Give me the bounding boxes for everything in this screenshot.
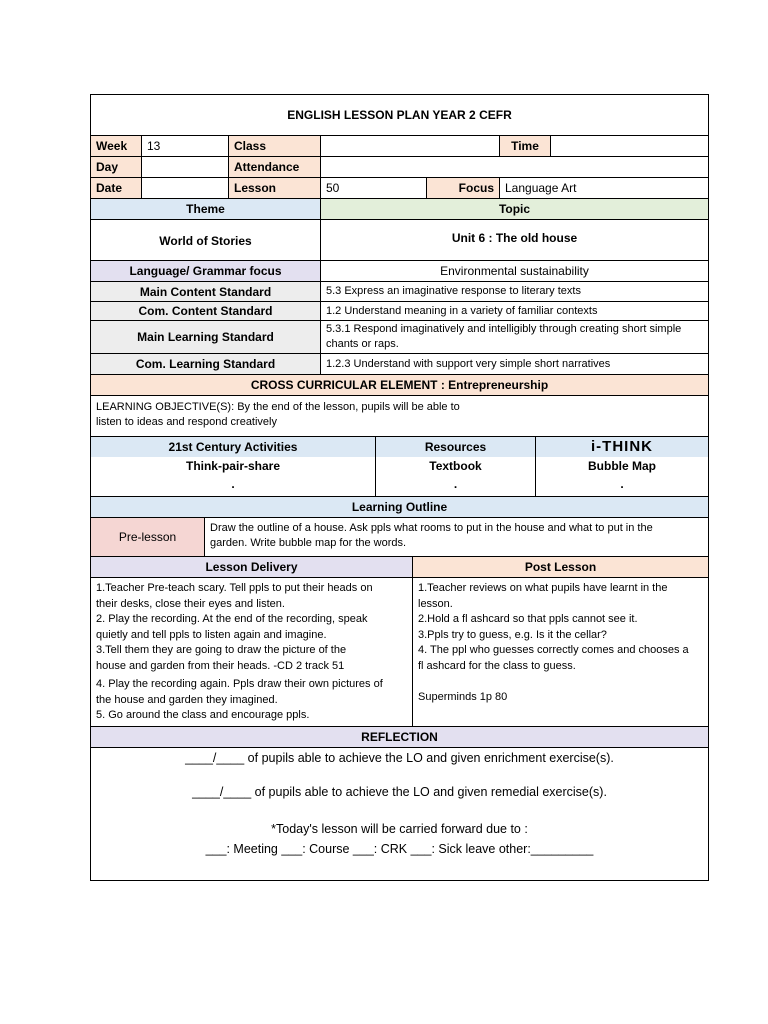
main-learning-standard-line: 5.3.1 Respond imaginatively and intelligibly through creating short simple xyxy=(326,323,682,335)
activities-value-row xyxy=(91,457,708,497)
resource-name: Textbook xyxy=(429,459,482,473)
grammar-row xyxy=(91,261,708,282)
date-label: Date xyxy=(91,178,142,199)
activities-header: 21st Century Activities xyxy=(91,437,376,457)
activity-dot: . xyxy=(231,477,235,491)
date-value xyxy=(142,178,229,199)
learning-outline-row xyxy=(91,497,708,518)
pre-lesson-line: Draw the outline of a house. Ask ppls what rooms to put in the house and what to put in the xyxy=(210,522,653,534)
main-learning-standard-line: chants or raps. xyxy=(326,338,399,350)
reflection-remedial-line: ____/____ of pupils able to achieve the LO and given remedial exercise(s). xyxy=(192,785,607,799)
main-learning-standard-value xyxy=(321,321,708,354)
ithink-logo-text: i-THINK xyxy=(591,438,653,455)
pre-lesson-text xyxy=(205,518,708,557)
pre-lesson-line: garden. Write bubble map for the words. xyxy=(210,537,407,549)
focus-value: Language Art xyxy=(500,178,708,199)
resources-value xyxy=(376,457,536,497)
reflection-header-row xyxy=(91,727,708,748)
week-value: 13 xyxy=(142,136,229,157)
lesson-delivery-steps xyxy=(91,578,413,727)
post-line: 1.Teacher reviews on what pupils have learnt in the xyxy=(418,582,668,594)
pre-lesson-row xyxy=(91,518,708,557)
com-content-standard-label: Com. Content Standard xyxy=(91,302,321,321)
cross-curricular-row xyxy=(91,375,708,396)
com-learning-standard-value: 1.2.3 Understand with support very simple short narratives xyxy=(321,354,708,375)
grammar-label: Language/ Grammar focus xyxy=(91,261,321,282)
post-line: 4. The ppl who guesses correctly comes and chooses a xyxy=(418,644,689,656)
delivery-line: 4. Play the recording again. Ppls draw their own pictures of xyxy=(96,678,383,690)
main-content-standard-label: Main Content Standard xyxy=(91,282,321,302)
delivery-line: their desks, close their eyes and listen. xyxy=(96,597,285,610)
page-title: ENGLISH LESSON PLAN YEAR 2 CEFR xyxy=(91,95,708,136)
day-label: Day xyxy=(91,157,142,178)
lesson-plan-sheet xyxy=(90,94,709,881)
day-value xyxy=(142,157,229,178)
topic-label: Topic xyxy=(321,199,708,220)
activities-value xyxy=(91,457,376,497)
date-row xyxy=(91,178,708,199)
carried-forward-line: *Today's lesson will be carried forward due to : xyxy=(271,822,528,836)
learning-objective-row xyxy=(91,396,708,437)
class-label: Class xyxy=(229,136,321,157)
theme-label: Theme xyxy=(91,199,321,220)
delivery-line: 1.Teacher Pre-teach scary. Tell ppls to put their heads on xyxy=(96,582,373,594)
delivery-line: 5. Go around the class and encourage ppls. xyxy=(96,709,310,721)
delivery-content-row xyxy=(91,578,708,727)
delivery-line: 2. Play the recording. At the end of the recording, speak xyxy=(96,613,368,625)
activities-header-row xyxy=(91,437,708,457)
lesson-label: Lesson xyxy=(229,178,321,199)
time-label: Time xyxy=(500,136,551,157)
ithink-map-name: Bubble Map xyxy=(588,459,656,473)
post-line: 2.Hold a fl ashcard so that ppls cannot see it. xyxy=(418,613,638,625)
time-value xyxy=(551,136,708,157)
ithink-dot: . xyxy=(620,477,624,491)
attendance-label: Attendance xyxy=(229,157,321,178)
week-label: Week xyxy=(91,136,142,157)
post-lesson-label: Post Lesson xyxy=(413,557,708,578)
main-learning-standard-row xyxy=(91,321,708,354)
theme-value: World of Stories xyxy=(91,220,321,261)
delivery-line: house and garden from their heads. -CD 2 track 51 xyxy=(96,659,345,672)
com-content-standard-value: 1.2 Understand meaning in a variety of familiar contexts xyxy=(321,302,708,321)
delivery-line: quietly and tell ppls to listen again and imagine. xyxy=(96,628,327,641)
learning-outline-label: Learning Outline xyxy=(91,497,708,518)
reflection-enrichment-line: ____/____ of pupils able to achieve the LO and given enrichment exercise(s). xyxy=(185,751,614,765)
delivery-header-row xyxy=(91,557,708,578)
title-row xyxy=(91,95,708,136)
post-line: Superminds 1p 80 xyxy=(418,690,508,703)
day-row xyxy=(91,157,708,178)
class-value xyxy=(321,136,500,157)
carried-forward-reasons: ___: Meeting ___: Course ___: CRK ___: Sick leave other:_________ xyxy=(205,842,594,856)
learning-objective xyxy=(91,396,708,437)
activity-name: Think-pair-share xyxy=(185,459,281,473)
post-lesson-steps xyxy=(413,578,708,727)
theme-topic-header-row xyxy=(91,199,708,220)
grammar-value: Environmental sustainability xyxy=(321,261,708,282)
lesson-value: 50 xyxy=(321,178,427,199)
delivery-line: the house and garden they imagined. xyxy=(96,693,278,706)
lesson-delivery-label: Lesson Delivery xyxy=(91,557,413,578)
resources-header: Resources xyxy=(376,437,536,457)
post-line: lesson. xyxy=(418,597,453,610)
learning-objective-line: listen to ideas and respond creatively xyxy=(96,416,277,428)
learning-objective-line: LEARNING OBJECTIVE(S): By the end of the lesson, pupils will be able to xyxy=(96,401,460,413)
main-learning-standard-label: Main Learning Standard xyxy=(91,321,321,354)
reflection-label: REFLECTION xyxy=(91,727,708,748)
theme-topic-value-row xyxy=(91,220,708,261)
delivery-line: 3.Tell them they are going to draw the picture of the xyxy=(96,644,347,656)
pre-lesson-label: Pre-lesson xyxy=(91,518,205,557)
post-line: fl ashcard for the class to guess. xyxy=(418,659,576,672)
ithink-value xyxy=(536,457,708,497)
com-learning-standard-label: Com. Learning Standard xyxy=(91,354,321,375)
com-content-standard-row xyxy=(91,302,708,321)
com-learning-standard-row xyxy=(91,354,708,375)
main-content-standard-row xyxy=(91,282,708,302)
main-content-standard-value: 5.3 Express an imaginative response to literary texts xyxy=(321,282,708,302)
reflection-content xyxy=(91,748,708,880)
post-line xyxy=(418,674,703,690)
post-line: 3.Ppls try to guess, e.g. Is it the cellar? xyxy=(418,628,607,641)
topic-value: Unit 6 : The old house xyxy=(321,220,708,261)
attendance-value xyxy=(321,157,708,178)
cross-curricular-element: CROSS CURRICULAR ELEMENT : Entrepreneurship xyxy=(91,375,708,396)
week-row xyxy=(91,136,708,157)
ithink-logo xyxy=(536,437,708,457)
focus-label: Focus xyxy=(427,178,500,199)
resource-dot: . xyxy=(453,477,458,491)
